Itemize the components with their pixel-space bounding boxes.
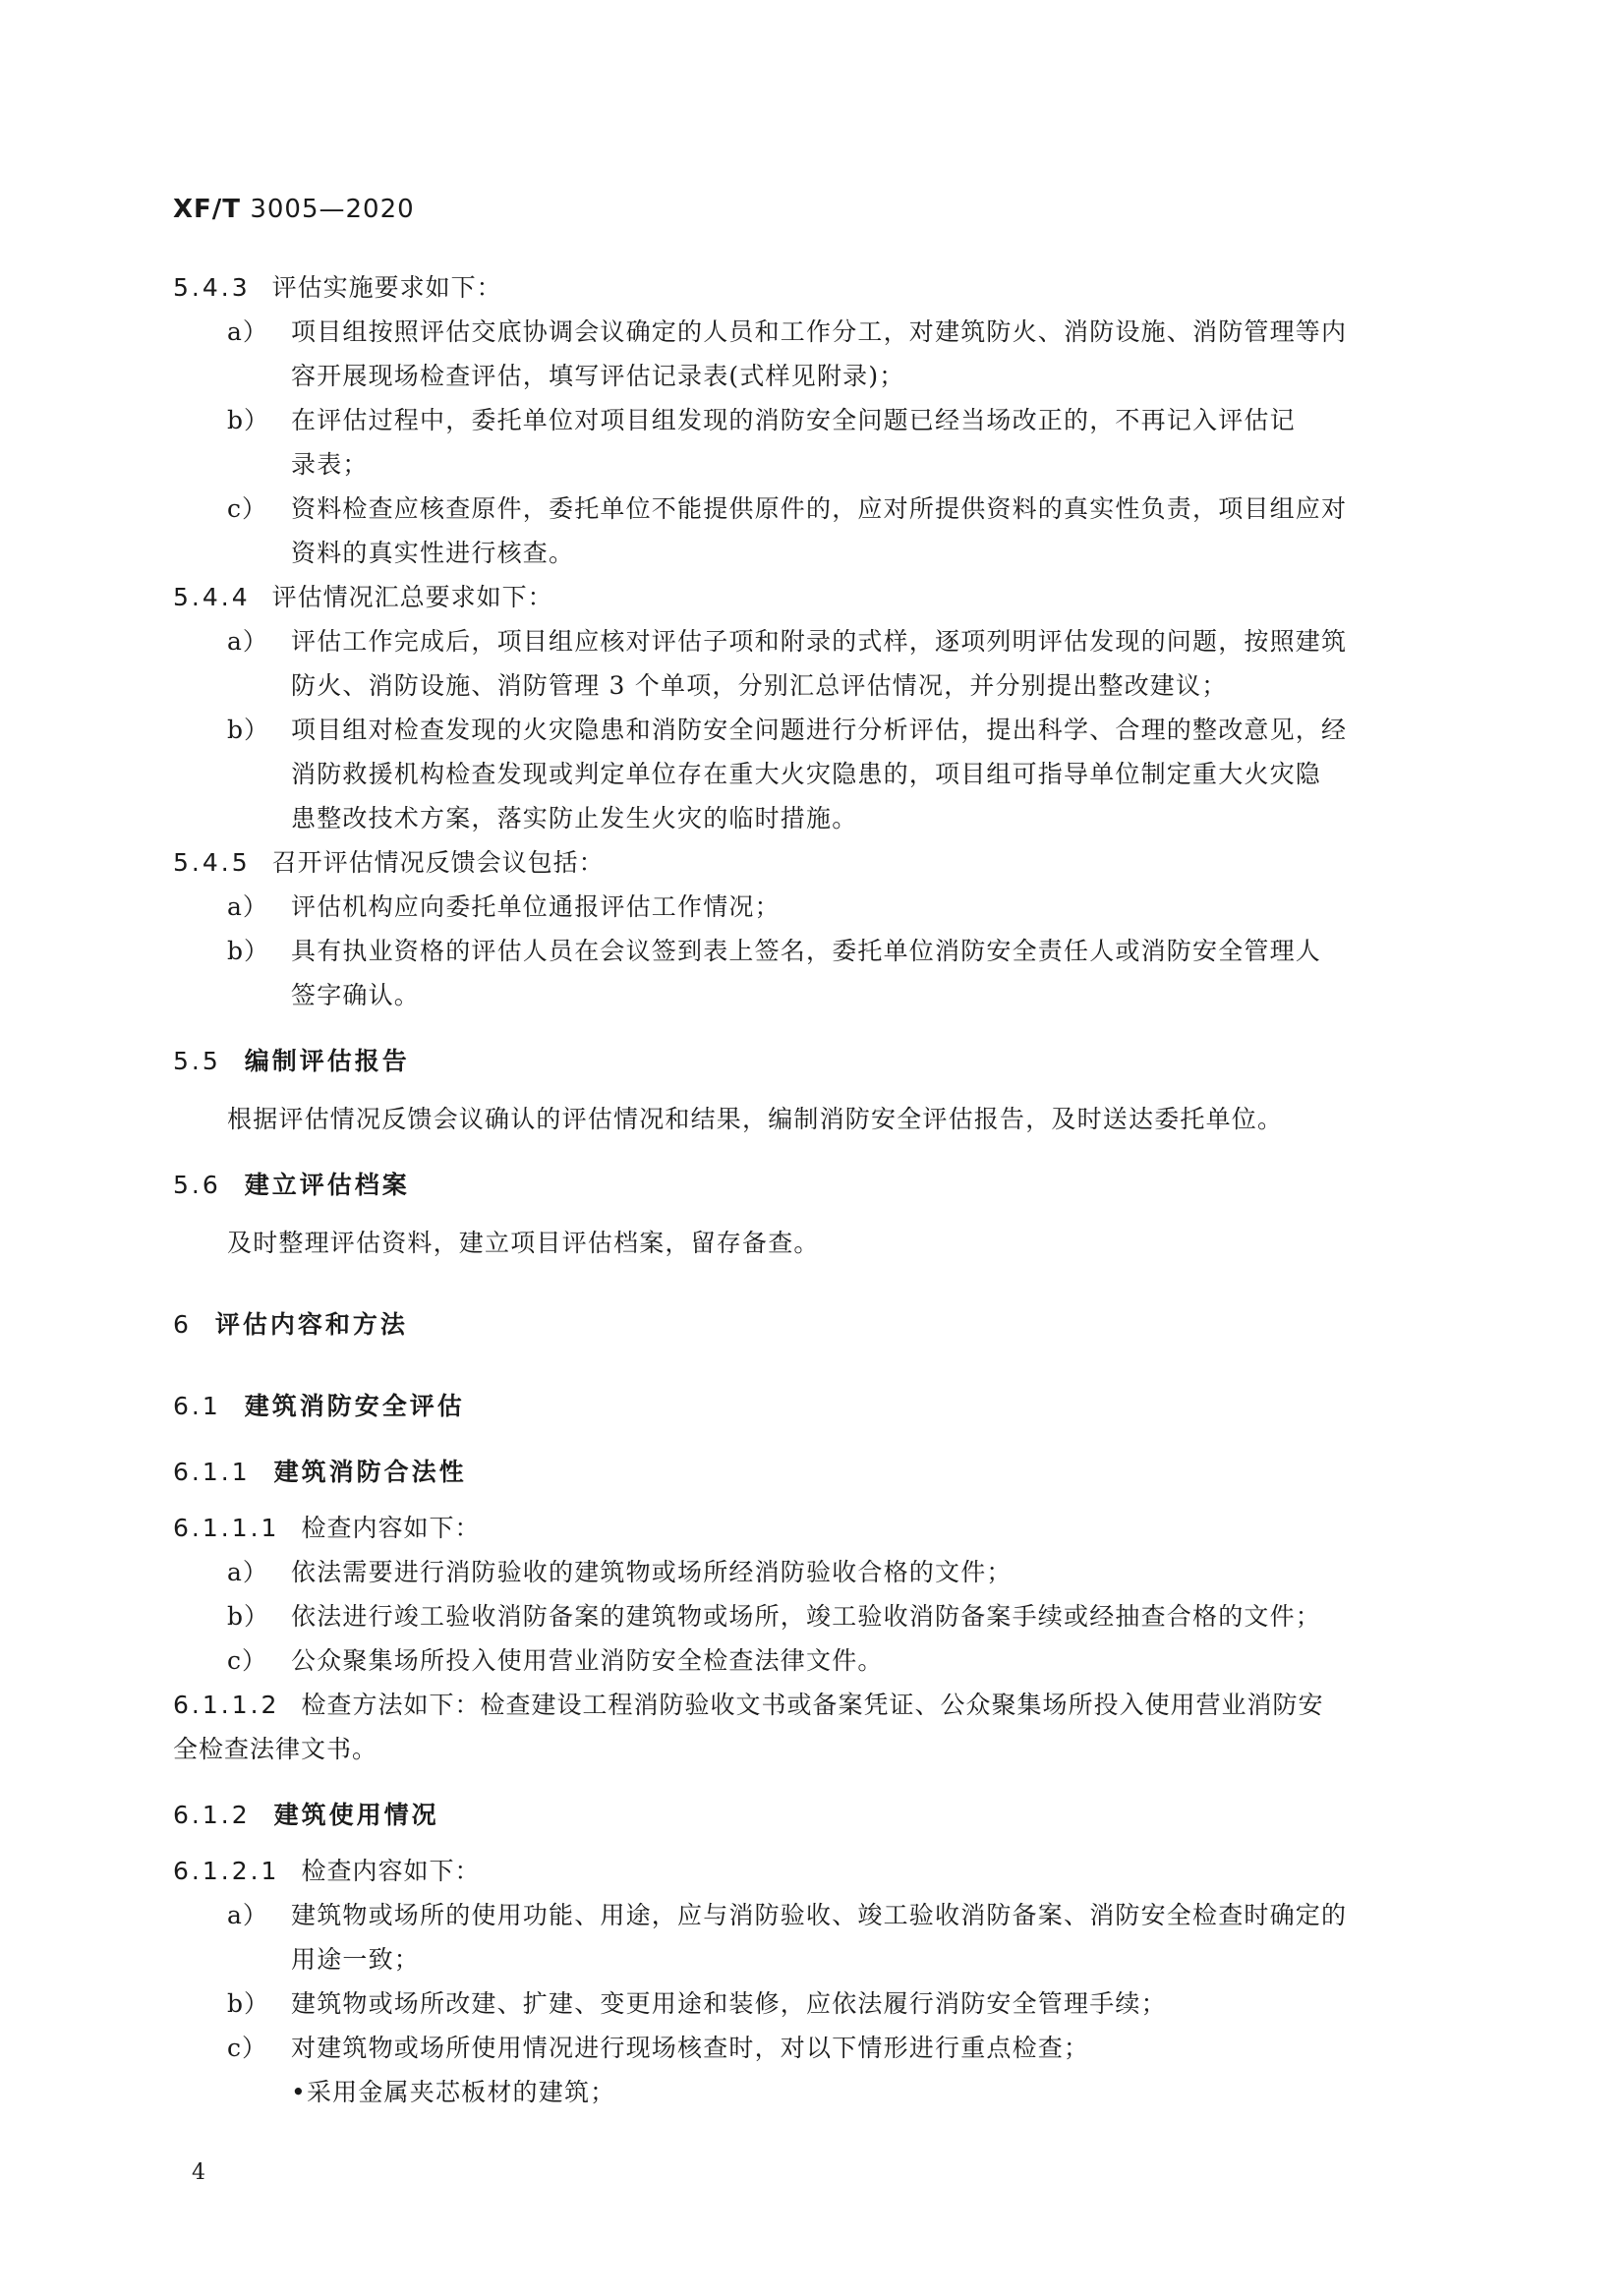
list-item [173, 1594, 1451, 1638]
clause-text: 检查方法如下：检查建设工程消防验收文书或备案凭证、公众聚集场所投入使用营业消防安 [301, 1691, 1324, 1719]
section-title: 建筑消防安全评估 [244, 1392, 465, 1420]
section-title: 编制评估报告 [244, 1047, 410, 1075]
list-item-text: 消防救援机构检查发现或判定单位存在重大火灾隐患的，项目组可指导单位制定重大火灾隐 [291, 760, 1322, 788]
clause-6-1-1-1 [173, 1506, 1451, 1550]
list-item-text: 对建筑物或场所使用情况进行现场核查时，对以下情形进行重点检查； [291, 2034, 1090, 2062]
list-item [173, 1638, 1451, 1683]
clause-number: 6.1.2.1 [173, 1857, 280, 1885]
list-item-text: 公众聚集场所投入使用营业消防安全检查法律文件。 [291, 1646, 884, 1675]
list-item [173, 310, 1451, 398]
list-item-text: 项目组按照评估交底协调会议确定的人员和工作分工，对建筑防火、消防设施、消防管理等内 [291, 317, 1348, 346]
clause-5-4-5 [173, 840, 1451, 885]
paragraph: 根据评估情况反馈会议确认的评估情况和结果，编制消防安全评估报告，及时送达委托单位。 [227, 1105, 1284, 1133]
list-marker: b） [227, 1989, 270, 2018]
list-marker: c） [227, 2034, 268, 2062]
list-marker: b） [227, 937, 270, 965]
section-number: 6.1.2 [173, 1801, 251, 1829]
section-number: 6.1.1 [173, 1458, 251, 1486]
list-item-text: 具有执业资格的评估人员在会议签到表上签名，委托单位消防安全责任人或消防安全管理人 [291, 937, 1322, 965]
clause-number: 5.4.3 [173, 273, 251, 302]
section-title: 建筑消防合法性 [273, 1458, 467, 1486]
section-heading-5-6 [173, 1163, 1451, 1207]
list-item [173, 1981, 1451, 2026]
clause-number: 6.1.1.1 [173, 1514, 280, 1542]
list-item-text: 资料的真实性进行核查。 [291, 539, 575, 567]
clause-text: 检查内容如下： [301, 1514, 481, 1542]
list-item [173, 487, 1451, 575]
section-heading-6-1 [173, 1384, 1451, 1428]
bullet-item: •采用金属夹芯板材的建筑； [291, 2078, 616, 2106]
clause-6-1-2-1 [173, 1849, 1451, 1893]
section-number: 5.5 [173, 1047, 221, 1075]
list-item-text: 依法进行竣工验收消防备案的建筑物或场所，竣工验收消防备案手续或经抽查合格的文件； [291, 1602, 1322, 1631]
standard-header [173, 195, 415, 224]
section-title: 建立评估档案 [244, 1171, 410, 1199]
clause-5-4-3 [173, 265, 1451, 310]
clause-5-4-4 [173, 575, 1451, 619]
standard-number: 3005—2020 [250, 195, 415, 224]
clause-number: 5.4.5 [173, 848, 251, 877]
list-marker: b） [227, 716, 270, 744]
list-item-text: 依法需要进行消防验收的建筑物或场所经消防验收合格的文件； [291, 1558, 1013, 1586]
list-item [173, 929, 1451, 1017]
list-marker: a） [227, 1901, 268, 1929]
list-marker: b） [227, 406, 270, 434]
clause-text: 检查内容如下： [301, 1857, 481, 1885]
list-marker: c） [227, 494, 268, 523]
chapter-number: 6 [173, 1310, 192, 1339]
list-item-text: 签字确认。 [291, 981, 421, 1009]
paragraph: 及时整理评估资料，建立项目评估档案，留存备查。 [227, 1229, 820, 1257]
list-item [173, 619, 1451, 708]
clause-number: 6.1.1.2 [173, 1691, 280, 1719]
clause-text: 评估情况汇总要求如下： [271, 583, 553, 611]
section-heading-5-5 [173, 1039, 1451, 1083]
list-item-text: 资料检查应核查原件，委托单位不能提供原件的，应对所提供资料的真实性负责，项目组应对 [291, 494, 1348, 523]
list-item-text: 评估工作完成后，项目组应核对评估子项和附录的式样，逐项列明评估发现的问题，按照建筑 [291, 627, 1348, 656]
list-marker: a） [227, 627, 268, 656]
section-number: 5.6 [173, 1171, 221, 1199]
list-marker: b） [227, 1602, 270, 1631]
chapter-heading-6 [173, 1302, 1451, 1347]
clause-text-continued: 全检查法律文书。 [173, 1735, 378, 1763]
section-heading-6-1-1 [173, 1450, 1451, 1494]
clause-text: 召开评估情况反馈会议包括： [271, 848, 605, 877]
list-item [173, 708, 1451, 840]
section-number: 6.1 [173, 1392, 221, 1420]
list-item [173, 398, 1451, 487]
list-item [173, 2026, 1451, 2070]
list-item-text: 评估机构应向委托单位通报评估工作情况； [291, 892, 781, 921]
list-item [173, 1550, 1451, 1594]
list-item-text: 项目组对检查发现的火灾隐患和消防安全问题进行分析评估，提出科学、合理的整改意见，经 [291, 716, 1348, 744]
clause-6-1-1-2 [173, 1683, 1451, 1727]
standard-code: XF/T [173, 195, 242, 224]
list-item-text: 建筑物或场所改建、扩建、变更用途和装修，应依法履行消防安全管理手续； [291, 1989, 1167, 2018]
list-item-text: 建筑物或场所的使用功能、用途，应与消防验收、竣工验收消防备案、消防安全检查时确定的 [291, 1901, 1348, 1929]
section-heading-6-1-2 [173, 1793, 1451, 1837]
page-number: 4 [192, 2160, 205, 2185]
document-body [173, 265, 1451, 2114]
list-marker: a） [227, 892, 268, 921]
clause-text: 评估实施要求如下： [271, 273, 502, 302]
list-marker: c） [227, 1646, 268, 1675]
list-item-text: 在评估过程中，委托单位对项目组发现的消防安全问题已经当场改正的，不再记入评估记 [291, 406, 1296, 434]
section-title: 建筑使用情况 [273, 1801, 439, 1829]
list-marker: a） [227, 317, 268, 346]
clause-number: 5.4.4 [173, 583, 251, 611]
list-marker: a） [227, 1558, 268, 1586]
list-item-text: 容开展现场检查评估，填写评估记录表(式样见附录)； [291, 362, 905, 390]
chapter-title: 评估内容和方法 [214, 1310, 408, 1339]
list-item-text: 患整改技术方案，落实防止发生火灾的临时措施。 [291, 804, 858, 832]
list-item [173, 1893, 1451, 1981]
list-item-text: 录表； [291, 450, 369, 479]
list-item-text: 防火、消防设施、消防管理 3 个单项，分别汇总评估情况，并分别提出整改建议； [291, 671, 1228, 700]
list-item [173, 885, 1451, 929]
list-item-text: 用途一致； [291, 1945, 421, 1974]
